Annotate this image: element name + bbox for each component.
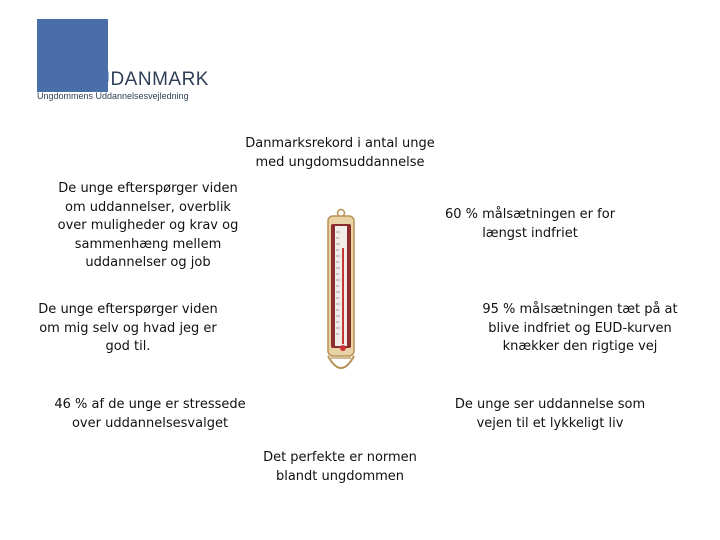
statement-line: Danmarksrekord i antal unge [245,136,435,151]
logo-name: DANMARK [110,69,209,90]
statement-line: knækker den rigtige vej [502,339,658,354]
statement-line: Det perfekte er normen [263,450,417,465]
logo-tagline: Ungdommens Uddannelsesvejledning [37,91,189,101]
statement-record [230,135,450,172]
statement-line: 95 % målsætningen tæt på at [482,302,678,317]
statement-line: over uddannelsesvalget [71,415,229,431]
statement-line: længst indfriet [482,225,578,241]
thermometer-icon [318,208,364,380]
statement-happy-life [440,396,660,433]
statement-line: om uddannelser, overblik [65,199,231,215]
statement-line: De unge efterspørger viden [38,302,218,317]
statement-line: blandt ungdommen [275,468,405,484]
statement-line: uddannelser og job [85,255,211,270]
statement-line: med ungdomsuddannelse [255,154,425,170]
statement-line: god til. [105,339,151,354]
statement-line: vejen til et lykkeligt liv [476,415,624,431]
statement-line: om mig selv og hvad jeg er [39,320,217,336]
statement-line: 60 % målsætningen er for [444,207,616,222]
statement-line: De unge efterspørger viden [58,181,238,196]
statement-95-percent [470,301,690,357]
statement-line: De unge ser uddannelse som [454,397,646,412]
statement-line: blive indfriet og EUD-kurven [488,320,672,336]
statement-60-percent [430,206,630,243]
statement-knowledge-self [28,301,228,357]
statement-line: 46 % af de unge er stressede [54,397,246,412]
logo-wordmark [82,70,209,90]
statement-line: sammenhæng mellem [74,236,222,252]
statement-perfect-norm [245,449,435,486]
statement-stress [40,396,260,433]
statement-line: over muligheder og krav og [57,218,239,233]
logo-prefix: UU [82,69,111,90]
statement-knowledge-education [28,180,268,273]
